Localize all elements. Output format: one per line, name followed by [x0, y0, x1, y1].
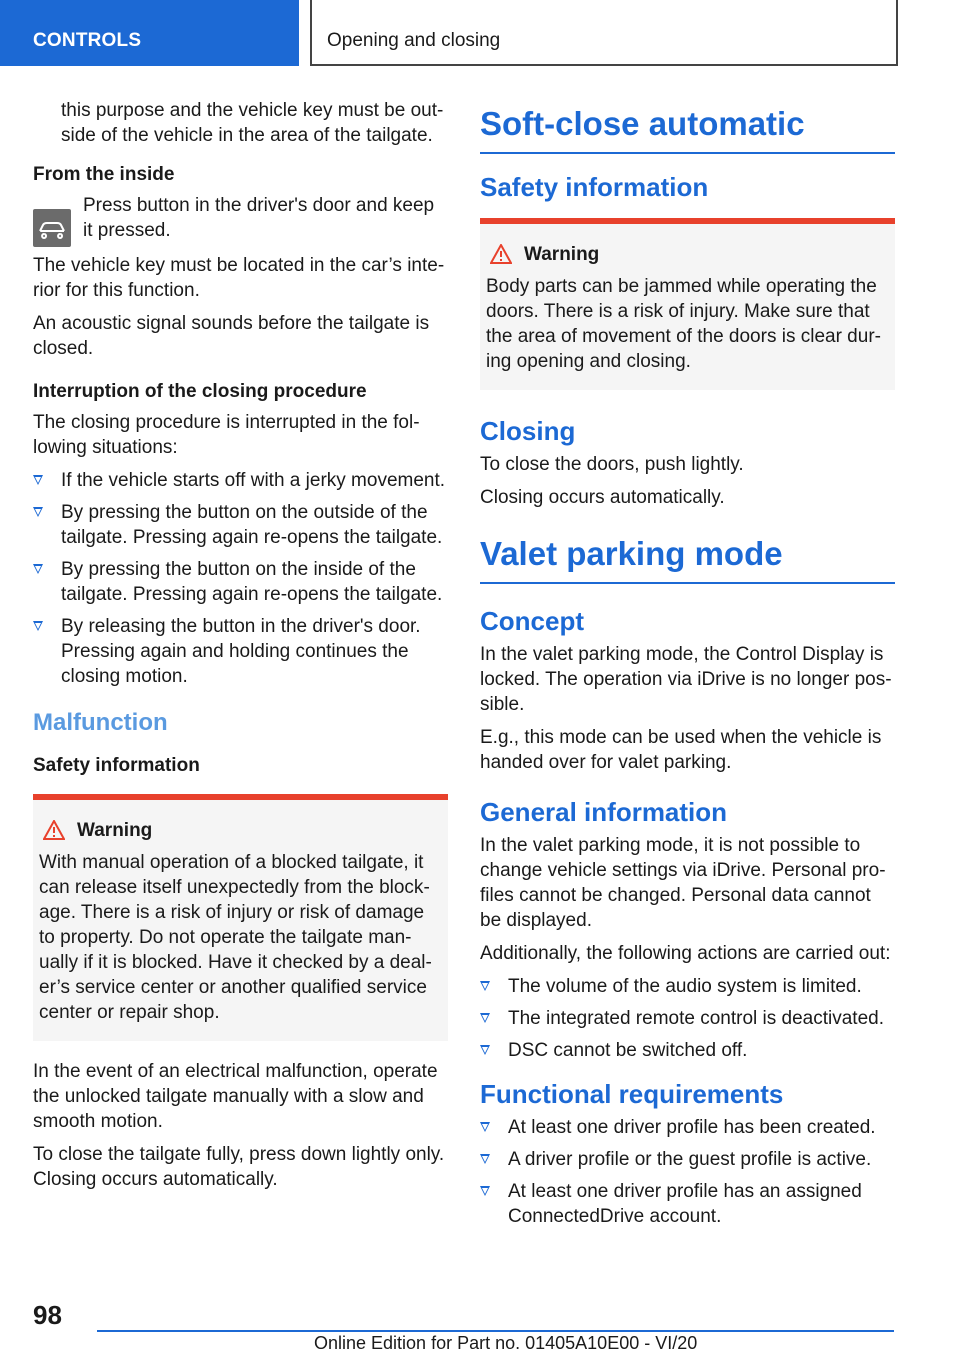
triangle-bullet-icon	[480, 981, 490, 991]
section-label: CONTROLS	[33, 30, 142, 51]
triangle-bullet-icon	[33, 621, 43, 631]
closing-heading: Closing	[480, 416, 576, 446]
warning-title: Warning	[77, 820, 153, 841]
interruption-heading: Interruption of the closing procedure	[33, 381, 367, 402]
general-text-1: In the valet parking mode, it is not possible to change vehicle settings via iDrive. Personal profiles cannot be changed. Personal data cannot be displayed.	[480, 835, 886, 931]
triangle-bullet-icon	[480, 1122, 490, 1132]
triangle-bullet-icon	[33, 564, 43, 574]
list-item: By pressing the button on the outside of the tailgate. Pressing again re-opens the tailgate.	[33, 500, 448, 550]
warning-title: Warning	[524, 244, 600, 265]
from-inside-text: Press button in the driver's door and keep it pressed.	[83, 195, 435, 241]
concept-text-1: In the valet parking mode, the Control Display is locked. The operation via iDrive is no longer possible.	[480, 644, 892, 715]
warning-box-right	[480, 218, 895, 390]
edition-text: Online Edition for Part no. 01405A10E00 - VI/20	[314, 1333, 698, 1353]
triangle-bullet-icon	[480, 1013, 490, 1023]
triangle-bullet-icon	[480, 1154, 490, 1164]
from-inside-heading: From the inside	[33, 164, 175, 185]
chapter-label: Opening and closing	[327, 30, 501, 51]
left-column	[33, 98, 448, 1200]
close-fully-text: To close the tailgate fully, press down lightly only. Closing occurs automatically.	[33, 1144, 445, 1190]
general-text-2: Additionally, the following actions are carried out:	[480, 943, 891, 964]
list-item: By releasing the button in the driver's door. Pressing again and holding continues the closing motion.	[33, 614, 448, 689]
page-number: 98	[33, 1300, 62, 1330]
functional-list	[480, 1115, 895, 1229]
warning-text: Body parts can be jammed while operating the doors. There is a risk of injury. Make sure that the area of movement of the doors is clear during opening and closing.	[486, 276, 881, 372]
safety-info-heading-right: Safety information	[480, 172, 709, 202]
list-item: By pressing the button on the inside of the tailgate. Pressing again re-opens the tailgate.	[33, 557, 448, 607]
intro-text: this purpose and the vehicle key must be outside of the vehicle in the area of the tailgate.	[61, 100, 444, 146]
list-item: DSC cannot be switched off.	[480, 1038, 895, 1063]
general-list	[480, 974, 895, 1063]
warning-triangle-icon	[490, 244, 512, 264]
warning-box	[33, 794, 448, 1041]
list-item: The integrated remote control is deactivated.	[480, 1006, 895, 1031]
button-instruction	[33, 193, 448, 245]
triangle-bullet-icon	[33, 475, 43, 485]
electrical-malfunction-text: In the event of an electrical malfunction, operate the unlocked tailgate manually with a slow and smooth motion.	[33, 1061, 438, 1132]
list-item: At least one driver profile has an assigned ConnectedDrive account.	[480, 1179, 895, 1229]
right-column	[480, 98, 895, 1237]
list-item: At least one driver profile has been created.	[480, 1115, 895, 1140]
interruption-list	[33, 468, 448, 689]
triangle-bullet-icon	[480, 1186, 490, 1196]
safety-info-heading: Safety information	[33, 755, 200, 776]
list-item: The volume of the audio system is limited.	[480, 974, 895, 999]
functional-req-heading: Functional requirements	[480, 1079, 784, 1109]
warning-text: With manual operation of a blocked tailgate, it can release itself unexpectedly from the blockage. There is a risk of injury or risk of damage to property. Do not operate the tailgate manually if it is blocked. Have it checked by a dealer’s service center or another qualified service center or repair shop.	[39, 852, 432, 1023]
interruption-text: The closing procedure is interrupted in the following situations:	[33, 412, 420, 458]
chapter-header	[310, 0, 898, 66]
warning-triangle-icon	[43, 820, 65, 840]
acoustic-signal-text: An acoustic signal sounds before the tailgate is closed.	[33, 313, 430, 359]
closing-text-2: Closing occurs automatically.	[480, 487, 725, 508]
list-item: A driver profile or the guest profile is active.	[480, 1147, 895, 1172]
footer-divider	[97, 1330, 894, 1332]
closing-text-1: To close the doors, push lightly.	[480, 454, 744, 475]
concept-text-2: E.g., this mode can be used when the vehicle is handed over for valet parking.	[480, 727, 882, 773]
key-location-text: The vehicle key must be located in the car’s interior for this function.	[33, 255, 445, 301]
list-item: If the vehicle starts off with a jerky movement.	[33, 468, 448, 493]
concept-heading: Concept	[480, 606, 584, 636]
section-tab	[0, 0, 299, 66]
tailgate-button-icon	[33, 209, 71, 247]
triangle-bullet-icon	[33, 507, 43, 517]
malfunction-heading: Malfunction	[33, 709, 168, 736]
general-info-heading: General information	[480, 797, 728, 827]
valet-heading: Valet parking mode	[480, 532, 895, 584]
softclose-heading: Soft-close automatic	[480, 102, 895, 154]
triangle-bullet-icon	[480, 1045, 490, 1055]
